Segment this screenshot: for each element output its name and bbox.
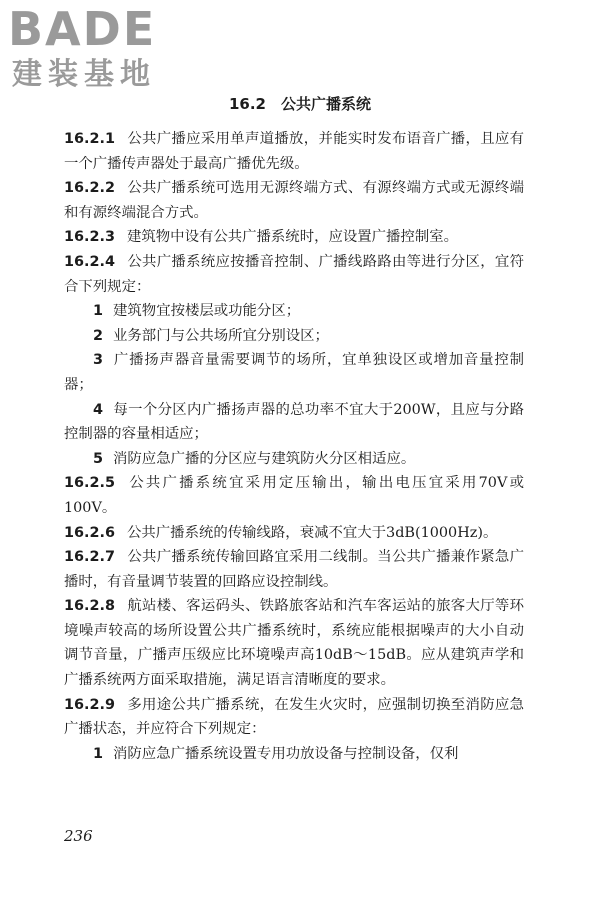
page-number: 236 (64, 827, 93, 845)
clause-16-2-1: 16.2.1 公共广播应采用单声道播放，并能实时发布语音广播，且应有一个广播传声器处于最高广播优先级。 (64, 131, 524, 172)
clause-16-2-4-item-3: 3 广播扬声器音量需要调节的场所，宜单独设区或增加音量控制器； (64, 352, 524, 393)
clause-16-2-5: 16.2.5 公共广播系统宜采用定压输出，输出电压宜采用70V或100V。 (64, 475, 524, 516)
clause-16-2-4-item-2: 2 业务部门与公共场所宜分别设区； (93, 327, 329, 344)
clause-16-2-9: 16.2.9 多用途公共广播系统，在发生火灾时，应强制切换至消防应急广播状态，并应符合下列规定： (64, 696, 524, 738)
clause-16-2-4-item-1: 1 建筑物宜按楼层或功能分区； (93, 303, 301, 320)
bade-logo (8, 4, 178, 94)
clause-16-2-2: 16.2.2 公共广播系统可选用无源终端方式、有源终端方式或无源终端和有源终端混合方式。 (64, 180, 524, 221)
document-body (64, 127, 524, 766)
clause-16-2-3: 16.2.3 建筑物中设有公共广播系统时，应设置广播控制室。 (64, 229, 458, 246)
logo-subtitle: 建装基地 (12, 57, 156, 92)
clause-16-2-6: 16.2.6 公共广播系统的传输线路，衰减不宜大于3dB(1000Hz)。 (64, 524, 498, 541)
clause-16-2-9-item-1: 1 消防应急广播系统设置专用功放设备与控制设备，仅利 (93, 745, 459, 762)
clause-16-2-4: 16.2.4 公共广播系统应按播音控制、广播线路路由等进行分区，宜符合下列规定： (64, 253, 524, 295)
clause-16-2-7: 16.2.7 公共广播系统传输回路宜采用二线制。当公共广播兼作紧急广播时，有音量调节装置的回路应设控制线。 (64, 549, 524, 590)
clause-16-2-4-item-4: 4 每一个分区内广播扬声器的总功率不宜大于200W，且应与分路控制器的容量相适应； (64, 401, 524, 443)
section-title: 16.2 公共广播系统 (228, 95, 371, 113)
clause-16-2-8: 16.2.8 航站楼、客运码头、铁路旅客站和汽车客运站的旅客大厅等环境噪声较高的场所设置公共广播系统时，系统应能根据噪声的大小自动调节音量，广播声压级应比环境噪声高10dB～15dB。应从建筑声学和广播系统两方面采取措施，满足语言清晰度的要求。 (64, 598, 524, 689)
clause-16-2-4-item-5: 5 消防应急广播的分区应与建筑防火分区相适应。 (93, 450, 416, 467)
logo-wordmark: BADE (8, 2, 157, 56)
